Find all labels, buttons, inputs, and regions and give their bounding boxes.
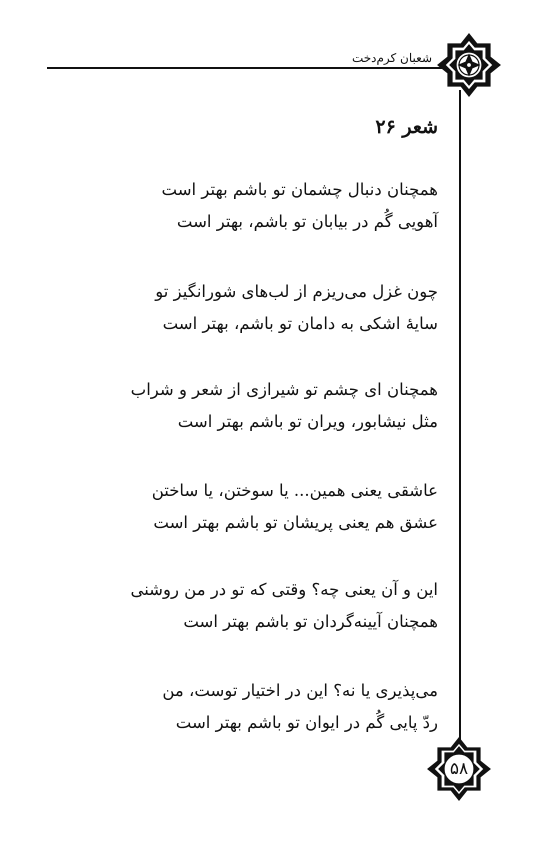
poem-title: شعر ۲۶ bbox=[375, 116, 438, 138]
poem-line: عشق هم یعنی پریشان تو باشم بهتر است bbox=[153, 513, 438, 532]
header-rule bbox=[47, 67, 445, 69]
poem-line: همچنان ای چشم تو شیرازی از شعر و شراب bbox=[130, 380, 438, 399]
running-header-title: شعبان کرم‌دخت bbox=[351, 51, 432, 65]
poem-line: عاشقی یعنی همین... یا سوختن، یا ساختن bbox=[151, 481, 438, 500]
poem-line: چون غزل می‌ریزم از لب‌های شورانگیز تو bbox=[155, 282, 438, 301]
poem-line: همچنان آیینه‌گردان تو باشم بهتر است bbox=[183, 612, 438, 631]
stanza bbox=[98, 276, 438, 340]
poem-line: ردّ پایی گُم در ایوان تو باشم بهتر است bbox=[175, 713, 438, 732]
stanza bbox=[98, 574, 438, 638]
poem-line: آهویی گُم در بیابان تو باشم، بهتر است bbox=[176, 212, 438, 231]
stanza bbox=[98, 675, 438, 739]
page-number: ۵۸ bbox=[449, 759, 469, 779]
stanza bbox=[98, 475, 438, 539]
margin-rule bbox=[459, 90, 461, 740]
rosette-ornament-icon bbox=[436, 32, 502, 98]
poem-line: می‌پذیری یا نه؟ این در اختیار توست، من bbox=[162, 681, 438, 700]
poem-line: این و آن یعنی چه؟ وقتی که تو در من روشنی bbox=[130, 580, 438, 599]
poem-line: همچنان دنبال چشمان تو باشم بهتر است bbox=[161, 180, 438, 199]
stanza bbox=[98, 174, 438, 238]
poem-line: مثل نیشابور، ویران تو باشم بهتر است bbox=[177, 412, 438, 431]
stanza bbox=[98, 374, 438, 438]
poem-line: سایهٔ اشکی به دامان تو باشم، بهتر است bbox=[162, 314, 438, 333]
